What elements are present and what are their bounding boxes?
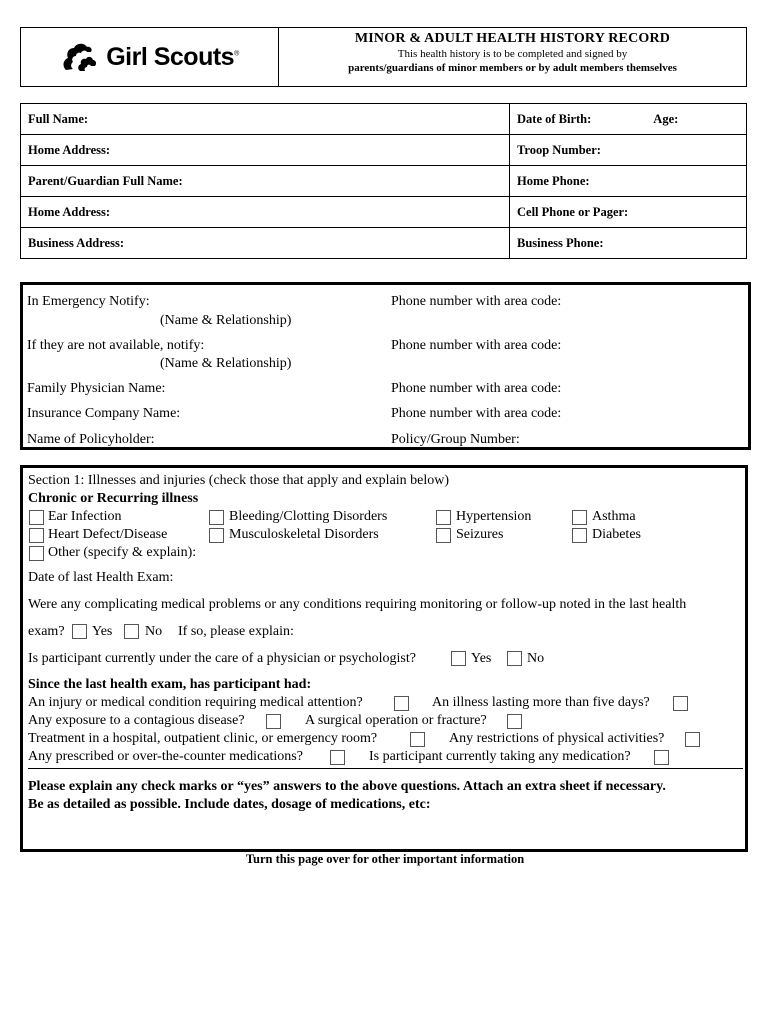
home-address-field[interactable] <box>21 135 510 166</box>
form-title: MINOR & ADULT HEALTH HISTORY RECORD <box>354 31 671 46</box>
taking-medication-question: Is participant currently taking any medication? <box>369 749 631 764</box>
cell-phone-field[interactable] <box>510 197 747 228</box>
business-address-label: Business Address: <box>28 235 124 250</box>
prescribed-checkbox[interactable] <box>330 750 345 765</box>
home-phone-label: Home Phone: <box>517 173 590 188</box>
restrictions-question: Any restrictions of physical activities? <box>449 731 665 746</box>
treatment-question: Treatment in a hospital, outpatient clinic, or emergency room? <box>28 731 378 746</box>
care-yes-label: Yes <box>471 651 492 666</box>
bleeding-label: Bleeding/Clotting Disorders <box>229 509 388 524</box>
full-name-field[interactable] <box>21 104 510 135</box>
heart-checkbox[interactable] <box>29 528 44 543</box>
exposure-question: Any exposure to a contagious disease? <box>28 713 245 728</box>
troop-number-field[interactable] <box>510 135 747 166</box>
troop-number-label: Troop Number: <box>517 142 601 157</box>
exposure-checkbox[interactable] <box>266 714 281 729</box>
complicating-yes-label: Yes <box>92 624 113 639</box>
explain-instructions-1: Please explain any check marks or “yes” answers to the above questions. Attach an extra sheet if necessary. <box>28 779 666 794</box>
hypertension-label: Hypertension <box>456 509 532 524</box>
prescribed-question: Any prescribed or over-the-counter medications? <box>28 749 303 764</box>
if-so-label: If so, please explain: <box>178 624 294 639</box>
alternate-phone-label: Phone number with area code: <box>391 338 562 353</box>
exam-label: exam? <box>28 624 65 639</box>
diabetes-label: Diabetes <box>592 527 641 542</box>
treatment-checkbox[interactable] <box>410 732 425 747</box>
restrictions-checkbox[interactable] <box>685 732 700 747</box>
alternate-notify-label: If they are not available, notify: <box>27 338 205 353</box>
bleeding-checkbox[interactable] <box>209 510 224 525</box>
trefoil-profiles-icon <box>60 40 100 74</box>
home-phone-field[interactable] <box>510 166 747 197</box>
musculoskeletal-label: Musculoskeletal Disorders <box>229 527 379 542</box>
business-phone-label: Business Phone: <box>517 235 604 250</box>
illness-checkbox[interactable] <box>673 696 688 711</box>
business-address-field[interactable] <box>21 228 510 259</box>
taking-medication-checkbox[interactable] <box>654 750 669 765</box>
form-header <box>20 27 747 87</box>
other-label: Other (specify & explain): <box>48 545 197 560</box>
parent-name-field[interactable] <box>21 166 510 197</box>
home-address-label: Home Address: <box>28 142 111 157</box>
emergency-notify-phone-label: Phone number with area code: <box>391 294 562 309</box>
other-checkbox[interactable] <box>29 546 44 561</box>
last-exam-label: Date of last Health Exam: <box>28 570 174 585</box>
heart-label: Heart Defect/Disease <box>48 527 168 542</box>
business-phone-field[interactable] <box>510 228 747 259</box>
dob-age-field[interactable] <box>510 104 747 135</box>
cell-phone-label: Cell Phone or Pager: <box>517 204 629 219</box>
emergency-contact-box <box>20 282 751 450</box>
header-text <box>279 28 746 86</box>
insurance-label: Insurance Company Name: <box>27 406 181 421</box>
alternate-notify-sublabel: (Name & Relationship) <box>160 356 292 371</box>
emergency-notify-label: In Emergency Notify: <box>27 294 150 309</box>
complicating-question: Were any complicating medical problems or any conditions requiring monitoring or follow-up noted in the last health <box>28 597 687 612</box>
chronic-heading: Chronic or Recurring illness <box>28 491 199 506</box>
age-label: Age: <box>653 111 679 126</box>
personal-info-table <box>20 103 747 259</box>
explanation-area[interactable] <box>28 815 743 845</box>
policyholder-label: Name of Policyholder: <box>27 432 155 447</box>
section1-heading: Section 1: Illnesses and injuries (check those that apply and explain below) <box>28 473 450 488</box>
policy-number-label: Policy/Group Number: <box>391 432 520 447</box>
surgical-question: A surgical operation or fracture? <box>305 713 487 728</box>
header-line-1: This health history is to be completed and signed by <box>397 48 628 60</box>
diabetes-checkbox[interactable] <box>572 528 587 543</box>
ear-infection-checkbox[interactable] <box>29 510 44 525</box>
care-no-label: No <box>527 651 545 666</box>
since-heading: Since the last health exam, has participant had: <box>28 677 312 692</box>
physician-label: Family Physician Name: <box>27 381 166 396</box>
ear-infection-label: Ear Infection <box>48 509 122 524</box>
illness-question: An illness lasting more than five days? <box>432 695 650 710</box>
care-yes-checkbox[interactable] <box>451 651 466 666</box>
care-no-checkbox[interactable] <box>507 651 522 666</box>
section-divider <box>28 768 743 769</box>
musculoskeletal-checkbox[interactable] <box>209 528 224 543</box>
full-name-label: Full Name: <box>28 111 89 126</box>
asthma-checkbox[interactable] <box>572 510 587 525</box>
complicating-yes-checkbox[interactable] <box>72 624 87 639</box>
parent-home-address-label: Home Address: <box>28 204 111 219</box>
header-line-2: parents/guardians of minor members or by adult members themselves <box>348 62 677 74</box>
complicating-no-checkbox[interactable] <box>124 624 139 639</box>
footer-note: Turn this page over for other important information <box>245 852 525 866</box>
parent-home-address-field[interactable] <box>21 197 510 228</box>
injury-question: An injury or medical condition requiring medical attention? <box>28 695 363 710</box>
hypertension-checkbox[interactable] <box>436 510 451 525</box>
insurance-phone-label: Phone number with area code: <box>391 406 562 421</box>
emergency-notify-sublabel: (Name & Relationship) <box>160 313 292 328</box>
seizures-checkbox[interactable] <box>436 528 451 543</box>
complicating-no-label: No <box>145 624 163 639</box>
registered-mark: ® <box>234 50 239 58</box>
physician-phone-label: Phone number with area code: <box>391 381 562 396</box>
injury-checkbox[interactable] <box>394 696 409 711</box>
girl-scouts-logo <box>21 28 279 86</box>
dob-label: Date of Birth: <box>517 111 592 126</box>
logo-text: Girl Scouts <box>106 42 235 71</box>
care-question: Is participant currently under the care of a physician or psychologist? <box>28 651 416 666</box>
surgical-checkbox[interactable] <box>507 714 522 729</box>
explain-instructions-2: Be as detailed as possible. Include dates, dosage of medications, etc: <box>28 797 431 812</box>
parent-name-label: Parent/Guardian Full Name: <box>28 173 183 188</box>
asthma-label: Asthma <box>592 509 636 524</box>
section1-box <box>20 465 748 852</box>
seizures-label: Seizures <box>456 527 504 542</box>
